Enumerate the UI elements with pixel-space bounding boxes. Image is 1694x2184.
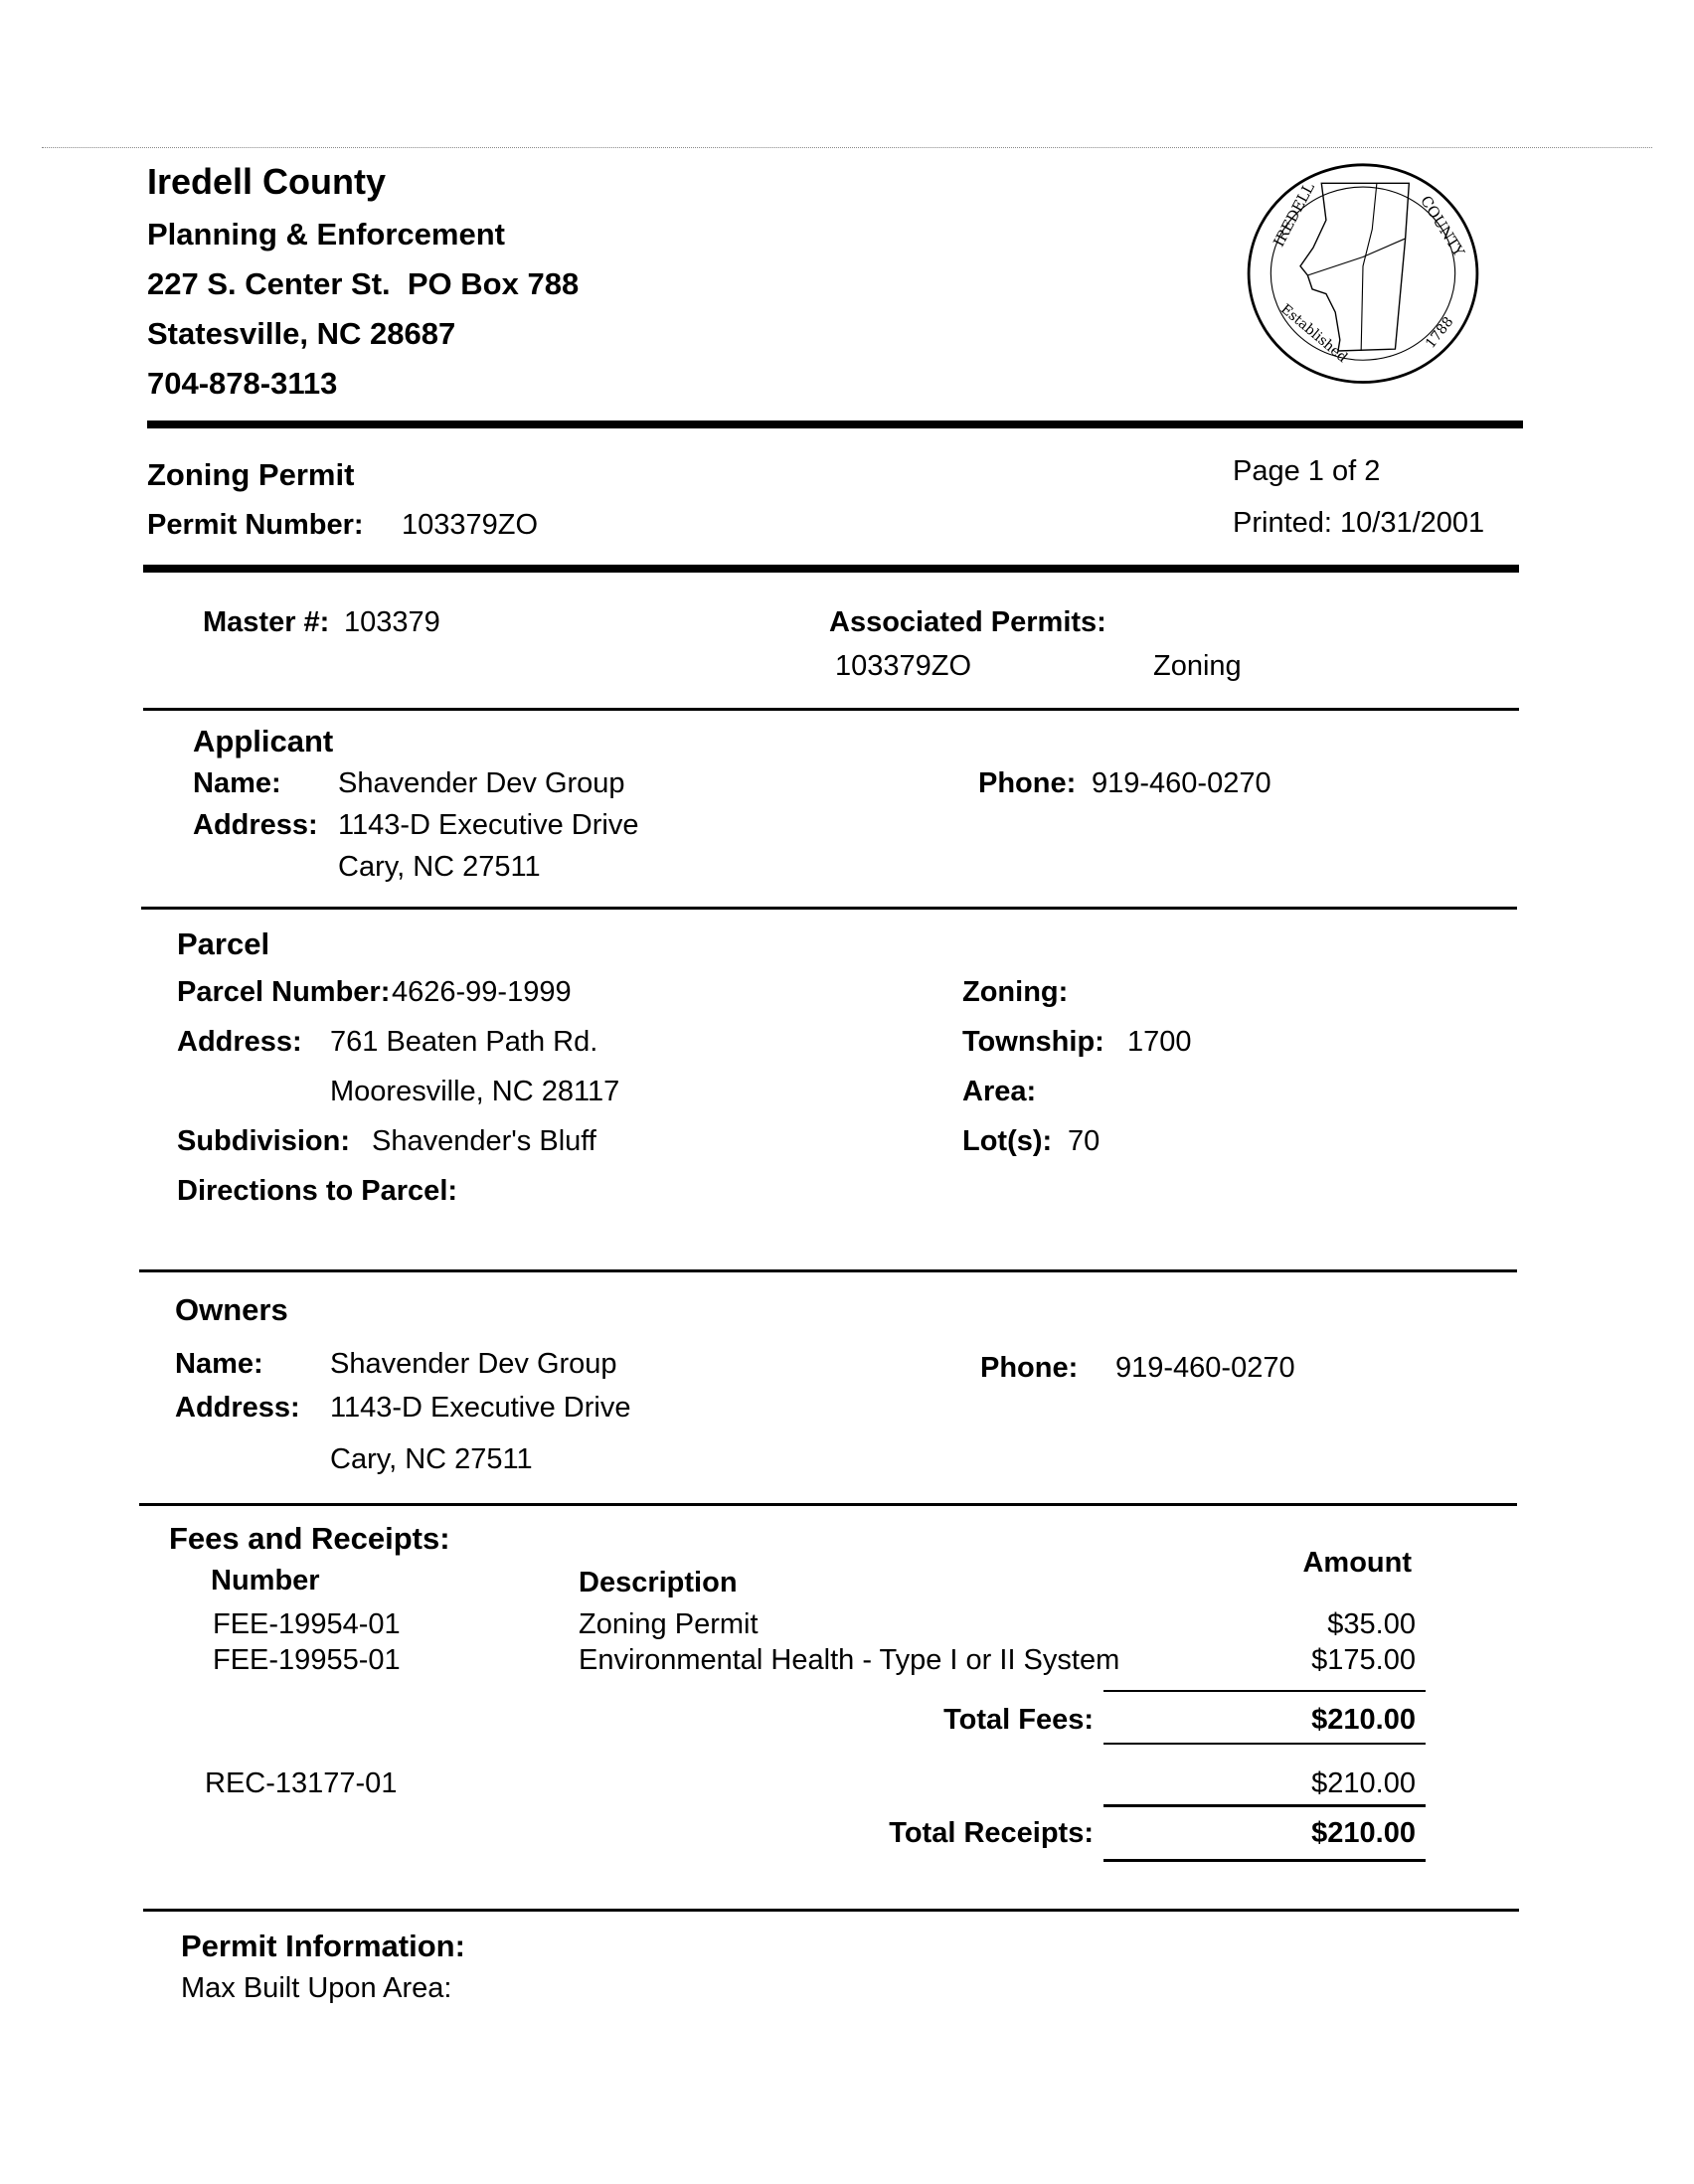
associated-permits-label: Associated Permits:	[829, 606, 1106, 638]
total-fees-line	[1103, 1743, 1426, 1745]
applicant-address-line1: 1143-D Executive Drive	[338, 809, 639, 841]
applicant-address-label: Address:	[193, 809, 318, 841]
applicant-address-line2: Cary, NC 27511	[338, 851, 541, 883]
fee-description: Environmental Health - Type I or II System	[579, 1644, 1120, 1676]
fee-number: FEE-19954-01	[213, 1608, 401, 1640]
total-receipts-line	[1103, 1859, 1426, 1862]
org-address: 227 S. Center St. PO Box 788	[147, 266, 580, 301]
svg-text:COUNTY: COUNTY	[1417, 193, 1467, 260]
svg-text:IREDELL: IREDELL	[1270, 180, 1318, 251]
fees-divider	[143, 1909, 1519, 1912]
area-label: Area:	[962, 1076, 1037, 1107]
subdivision-value: Shavender's Bluff	[372, 1125, 596, 1157]
owner-name: Shavender Dev Group	[330, 1348, 617, 1380]
master-value: 103379	[344, 606, 440, 638]
subdivision-label: Subdivision:	[177, 1125, 350, 1157]
page-indicator: Page 1 of 2	[1233, 455, 1381, 487]
associated-permit-number: 103379ZO	[835, 650, 972, 682]
total-receipts-value: $210.00	[1311, 1817, 1416, 1849]
svg-text:Established: Established	[1277, 301, 1351, 367]
fees-heading: Fees and Receipts:	[169, 1521, 450, 1556]
associated-permit-type: Zoning	[1153, 650, 1242, 682]
permit-divider	[143, 565, 1519, 573]
township-value: 1700	[1127, 1026, 1192, 1058]
parcel-address-label: Address:	[177, 1026, 302, 1058]
permit-number-value: 103379ZO	[402, 509, 539, 541]
header-divider	[147, 420, 1523, 428]
total-receipts-label: Total Receipts:	[889, 1817, 1094, 1849]
department: Planning & Enforcement	[147, 217, 505, 252]
parcel-number: 4626-99-1999	[392, 976, 572, 1008]
zoning-label: Zoning:	[962, 976, 1069, 1008]
owner-address-line2: Cary, NC 27511	[330, 1443, 533, 1475]
owner-phone: 919-460-0270	[1115, 1352, 1295, 1384]
fee-description: Zoning Permit	[579, 1608, 759, 1640]
township-label: Township:	[962, 1026, 1104, 1058]
svg-text:1788: 1788	[1423, 313, 1457, 352]
scan-edge-line	[42, 147, 1652, 148]
county-seal-icon	[1225, 151, 1501, 400]
fees-col-description: Description	[579, 1567, 738, 1598]
max-built-upon-area-label: Max Built Upon Area:	[181, 1972, 452, 2004]
fee-amount: $35.00	[1327, 1608, 1416, 1640]
parcel-address-line2: Mooresville, NC 28117	[330, 1076, 620, 1107]
permit-title: Zoning Permit	[147, 457, 355, 492]
fees-col-amount: Amount	[1302, 1547, 1412, 1579]
receipt-amount: $210.00	[1311, 1767, 1416, 1799]
fees-subtotal-line	[1103, 1690, 1426, 1692]
applicant-phone-label: Phone:	[978, 767, 1077, 799]
owners-heading: Owners	[175, 1292, 288, 1327]
fee-number: FEE-19955-01	[213, 1644, 401, 1676]
applicant-divider	[141, 907, 1517, 910]
org-city: Statesville, NC 28687	[147, 316, 456, 351]
applicant-heading: Applicant	[193, 724, 334, 758]
parcel-divider	[139, 1269, 1517, 1272]
total-fees-value: $210.00	[1311, 1704, 1416, 1736]
parcel-address-line1: 761 Beaten Path Rd.	[330, 1026, 598, 1058]
master-divider	[143, 708, 1519, 711]
owner-address-label: Address:	[175, 1392, 300, 1424]
owners-divider	[139, 1503, 1517, 1506]
permit-info-heading: Permit Information:	[181, 1929, 465, 1963]
owner-name-label: Name:	[175, 1348, 263, 1380]
owner-phone-label: Phone:	[980, 1352, 1079, 1384]
fee-amount: $175.00	[1311, 1644, 1416, 1676]
owner-address-line1: 1143-D Executive Drive	[330, 1392, 631, 1424]
total-fees-label: Total Fees:	[943, 1704, 1094, 1736]
lots-label: Lot(s):	[962, 1125, 1053, 1157]
lots-value: 70	[1068, 1125, 1101, 1157]
receipts-subtotal-line	[1103, 1804, 1426, 1807]
printed-date: Printed: 10/31/2001	[1233, 507, 1485, 539]
applicant-name-label: Name:	[193, 767, 281, 799]
directions-label: Directions to Parcel:	[177, 1175, 458, 1207]
permit-number-label: Permit Number:	[147, 509, 364, 541]
applicant-phone: 919-460-0270	[1092, 767, 1271, 799]
org-phone: 704-878-3113	[147, 366, 338, 401]
master-label: Master #:	[203, 606, 330, 638]
fees-col-number: Number	[211, 1565, 320, 1596]
org-name: Iredell County	[147, 161, 387, 202]
parcel-number-label: Parcel Number:	[177, 976, 391, 1008]
applicant-name: Shavender Dev Group	[338, 767, 625, 799]
parcel-heading: Parcel	[177, 926, 270, 961]
receipt-number: REC-13177-01	[205, 1767, 398, 1799]
